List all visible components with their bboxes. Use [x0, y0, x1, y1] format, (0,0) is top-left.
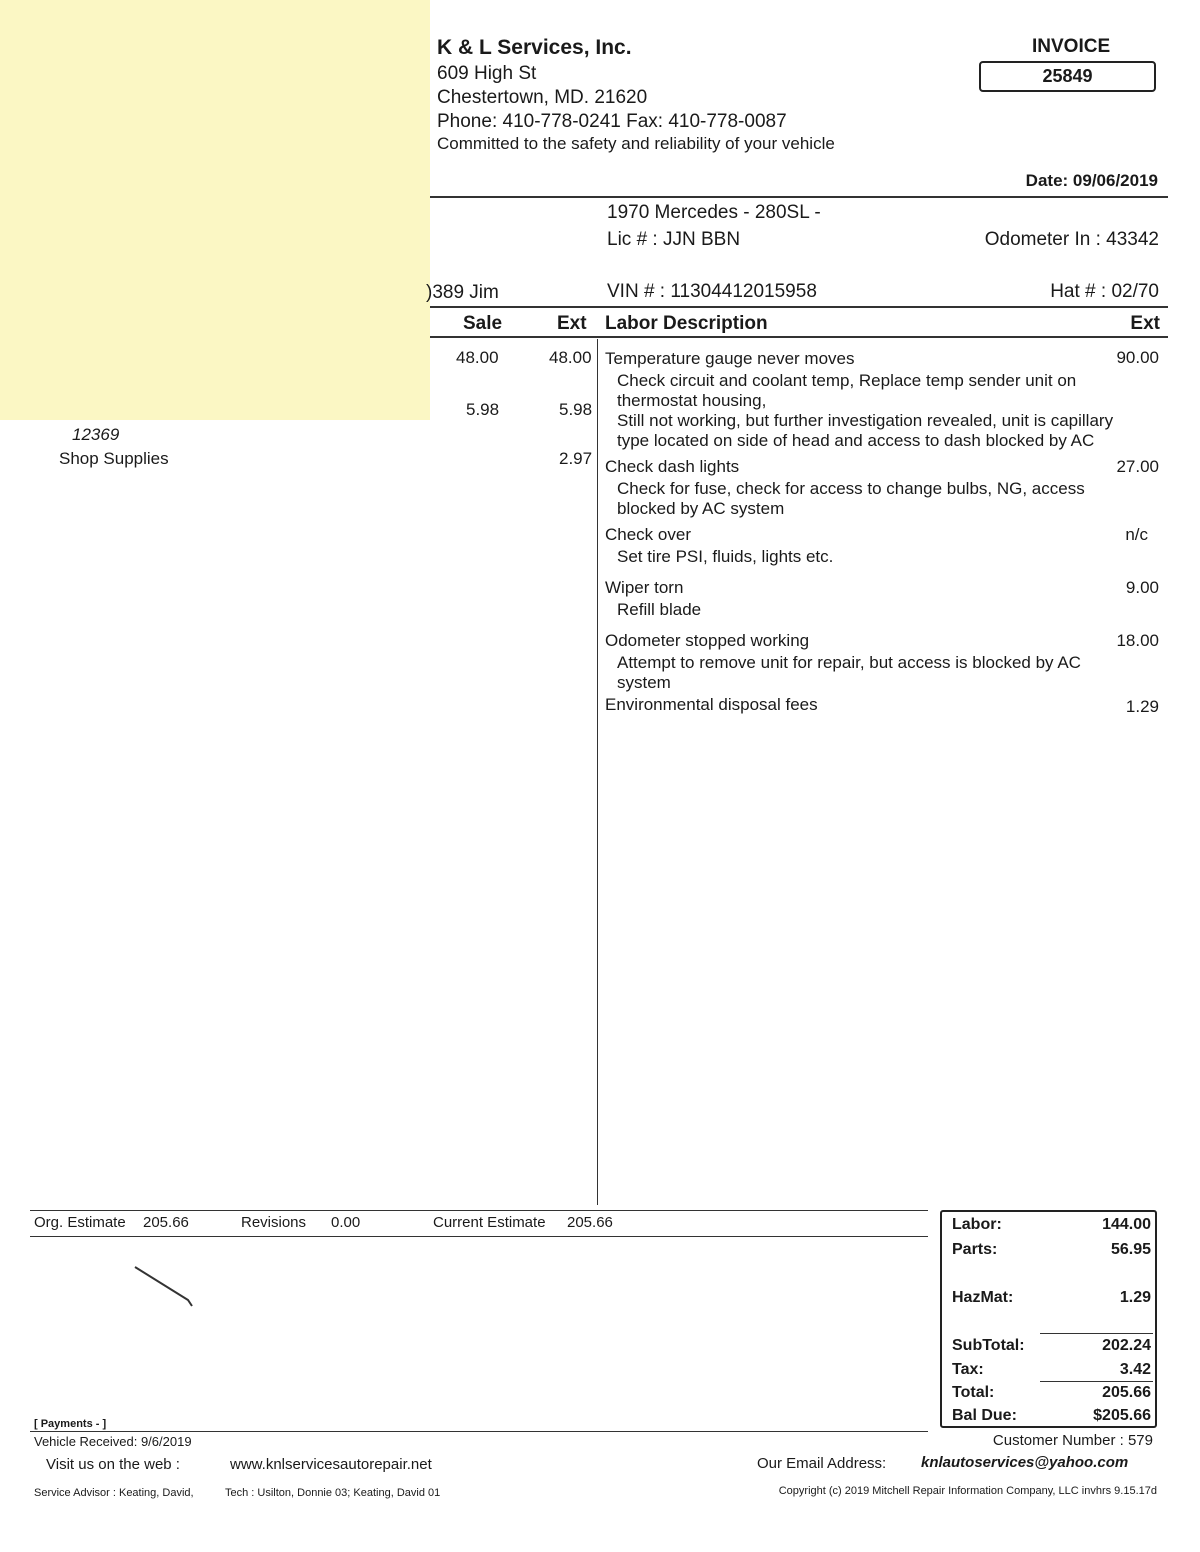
parts-total: 56.95	[1110, 1241, 1151, 1258]
revisions-value: 0.00	[331, 1214, 361, 1231]
subtotal-value: 202.24	[1102, 1337, 1151, 1354]
part-number: 12369	[72, 425, 120, 444]
vehicle-license: Lic # : JJN BBN	[607, 229, 741, 250]
labor-title: Wiper torn	[605, 578, 684, 597]
part-ext: 5.98	[559, 400, 593, 419]
company-phone-fax: Phone: 410-778-0241 Fax: 410-778-0087	[437, 111, 787, 132]
labor-amount: n/c	[1125, 525, 1148, 544]
labor-detail: Still not working, but further investigation revealed, unit is capillary	[617, 411, 1114, 430]
email-label: Our Email Address:	[757, 1455, 887, 1472]
company-city: Chestertown, MD. 21620	[437, 87, 648, 108]
customer-number: Customer Number : 579	[992, 1432, 1153, 1449]
service-advisor: Service Advisor : Keating, David,	[34, 1487, 194, 1499]
column-labor-ext: Ext	[1130, 313, 1160, 334]
tax-label: Tax:	[952, 1361, 984, 1378]
parts-labor-divider	[597, 339, 598, 1205]
labor-title: Environmental disposal fees	[605, 695, 818, 714]
vehicle-hat: Hat # : 02/70	[1050, 281, 1159, 302]
hazmat-total-label: HazMat:	[952, 1289, 1014, 1306]
vehicle-odometer: Odometer In : 43342	[984, 229, 1159, 250]
invoice-number: 25849	[979, 61, 1156, 92]
org-estimate-value: 205.66	[143, 1214, 189, 1231]
estimate-bottom-rule	[30, 1236, 928, 1237]
total-rule	[1040, 1381, 1153, 1382]
labor-amount: 27.00	[1116, 457, 1159, 476]
current-estimate-value: 205.66	[567, 1214, 613, 1231]
labor-detail: Set tire PSI, fluids, lights etc.	[617, 547, 834, 566]
column-header-top-rule	[430, 306, 1168, 308]
current-estimate-label: Current Estimate	[433, 1214, 546, 1231]
balance-due-value: $205.66	[1093, 1407, 1151, 1424]
vehicle-received: Vehicle Received: 9/6/2019	[34, 1434, 192, 1449]
payments-rule	[30, 1431, 928, 1432]
parts-total-label: Parts:	[952, 1241, 998, 1258]
column-ext: Ext	[557, 313, 587, 334]
pen-mark	[130, 1262, 200, 1312]
labor-detail: system	[617, 673, 671, 692]
balance-due-label: Bal Due:	[952, 1407, 1017, 1424]
invoice-date: Date: 09/06/2019	[1025, 171, 1158, 190]
subtotal-rule	[1040, 1333, 1153, 1334]
labor-detail: Refill blade	[617, 600, 702, 619]
part-sale: 5.98	[466, 400, 500, 419]
labor-title: Check over	[605, 525, 691, 544]
part-ext: 48.00	[549, 348, 592, 367]
payments-label: [ Payments - ]	[34, 1418, 107, 1430]
labor-detail: Check circuit and coolant temp, Replace temp sender unit on	[617, 371, 1077, 390]
labor-total: 144.00	[1102, 1216, 1151, 1233]
labor-detail: blocked by AC system	[617, 499, 785, 518]
part-sale: 48.00	[456, 348, 499, 367]
technicians: Tech : Usilton, Donnie 03; Keating, David 01	[225, 1487, 441, 1499]
tax-value: 3.42	[1119, 1361, 1151, 1378]
labor-amount: 1.29	[1125, 697, 1159, 716]
website-link[interactable]: www.knlservicesautorepair.net	[230, 1456, 432, 1473]
labor-title: Check dash lights	[605, 457, 740, 476]
copyright: Copyright (c) 2019 Mitchell Repair Information Company, LLC invhrs 9.15.17d	[778, 1485, 1157, 1497]
totals-box	[940, 1210, 1157, 1428]
company-name: K & L Services, Inc.	[437, 36, 632, 59]
company-tagline: Committed to the safety and reliability of your vehicle	[437, 134, 835, 153]
labor-amount: 18.00	[1116, 631, 1159, 650]
vehicle-vin: VIN # : 11304412015958	[607, 281, 817, 302]
invoice-label: INVOICE	[1032, 36, 1111, 57]
labor-detail: Check for fuse, check for access to change bulbs, NG, access	[617, 479, 1085, 498]
column-labor-description: Labor Description	[605, 313, 768, 334]
labor-title: Odometer stopped working	[605, 631, 810, 650]
sticky-note-overlay	[0, 0, 430, 420]
org-estimate-label: Org. Estimate	[34, 1214, 126, 1231]
email-link[interactable]: knlautoservices@yahoo.com	[921, 1454, 1129, 1471]
total-value: 205.66	[1102, 1384, 1151, 1401]
labor-total-label: Labor:	[952, 1216, 1002, 1233]
total-label: Total:	[952, 1384, 995, 1401]
visit-web-label: Visit us on the web :	[46, 1456, 180, 1473]
vehicle-model: 1970 Mercedes - 280SL -	[607, 202, 821, 223]
shop-supplies-label: Shop Supplies	[59, 449, 169, 468]
labor-amount: 9.00	[1125, 578, 1159, 597]
subtotal-label: SubTotal:	[952, 1337, 1025, 1354]
labor-detail: Attempt to remove unit for repair, but access is blocked by AC	[617, 653, 1081, 672]
column-header-bottom-rule	[430, 336, 1168, 338]
hazmat-total: 1.29	[1119, 1289, 1151, 1306]
labor-detail: type located on side of head and access to dash blocked by AC	[617, 431, 1095, 450]
estimate-top-rule	[30, 1210, 928, 1211]
header-divider	[430, 196, 1168, 198]
customer-fragment: )389 Jim	[426, 282, 499, 303]
labor-amount: 90.00	[1116, 348, 1159, 367]
labor-detail: thermostat housing,	[617, 391, 767, 410]
revisions-label: Revisions	[241, 1214, 307, 1231]
shop-supplies-ext: 2.97	[559, 449, 593, 468]
column-sale: Sale	[463, 313, 503, 334]
company-address: 609 High St	[437, 63, 537, 84]
labor-title: Temperature gauge never moves	[605, 349, 855, 368]
